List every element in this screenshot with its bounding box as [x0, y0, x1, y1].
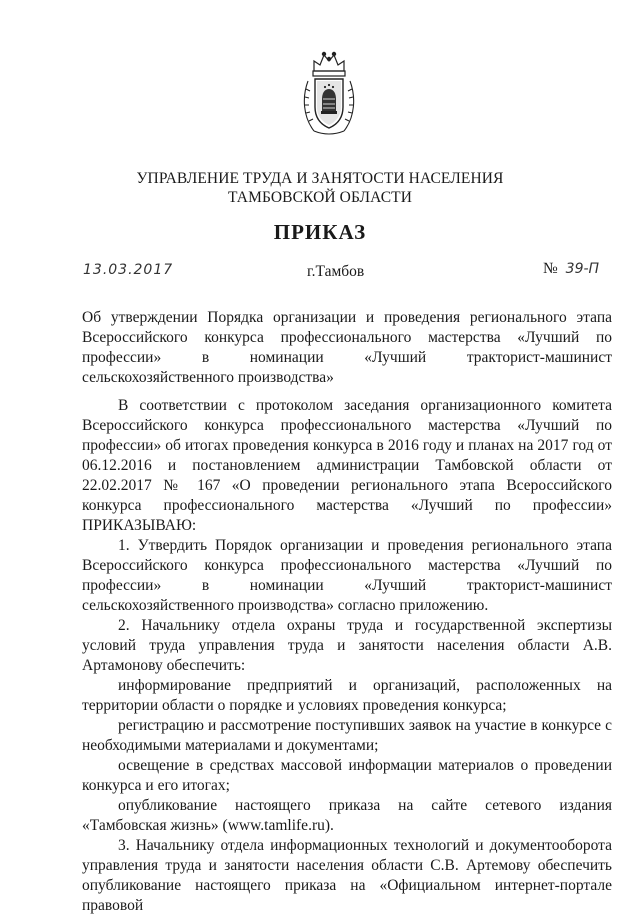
paragraph-item-2-a: информирование предприятий и организаций, расположенных на территории области о порядке и условиях проведения конкурса;: [82, 677, 612, 714]
organization-name-line2: ТАМБОВСКОЙ ОБЛАСТИ: [228, 189, 412, 206]
paragraph-item-1: 1. Утвердить Порядок организации и проведения регионального этапа Всероссийского конкурса профессионального мастерства «Лучший по профессии» в номинации «Лучший тракторист-машинист сельскохозяйственного производства» согласно приложению.: [82, 537, 612, 614]
paragraph-preamble: В соответствии с протоколом заседания организационного комитета Всероссийского конкурса профессионального мастерства «Лучший по профессии» об итогах проведения конкурса в 2016 году и планах на 2017 год от 06.12.2016 и постановлением администрации Тамбовской области от 22.02.2017 № 167 «О проведении регионального этапа Всероссийского конкурса профессионального мастерства «Лучший по профессии» ПРИКАЗЫВАЮ:: [82, 397, 612, 534]
document-number: [543, 260, 599, 278]
number-label: №: [543, 260, 558, 277]
subject-text: Об утверждении Порядка организации и проведения регионального этапа Всероссийского конкурса профессионального мастерства «Лучший по профессии» в номинации «Лучший тракторист-машинист сельскохозяйственного производства»: [82, 309, 612, 386]
organization-name-line1: УПРАВЛЕНИЕ ТРУДА И ЗАНЯТОСТИ НАСЕЛЕНИЯ: [136, 170, 504, 187]
paragraph-item-2-c: освещение в средствах массовой информации материалов о проведении конкурса и его итогах;: [82, 757, 612, 794]
paragraph-item-3: 3. Начальнику отдела информационных технологий и документооборота управления труда и занятости населения области С.В. Артемову обеспечить опубликование настоящего приказа на «Официальном интернет-портале правовой: [82, 837, 612, 914]
city: г.Тамбов: [307, 263, 365, 280]
coat-of-arms-icon: [300, 47, 358, 139]
document-type-title: ПРИКАЗ: [273, 220, 367, 244]
order-body: [82, 396, 612, 916]
paragraph-item-2: 2. Начальнику отдела охраны труда и государственной экспертизы условий труда управления труда и занятости населения области А.В. Артамонову обеспечить:: [82, 617, 612, 674]
handwritten-number: 39-П: [565, 261, 600, 277]
paragraph-item-2-b: регистрацию и рассмотрение поступивших заявок на участие в конкурсе с необходимыми материалами и документами;: [82, 717, 612, 754]
order-subject: [82, 308, 612, 388]
handwritten-date: 13.03.2017: [83, 262, 174, 278]
paragraph-item-2-d: опубликование настоящего приказа на сайте сетевого издания «Тамбовская жизнь» (www.tamlife.ru).: [82, 797, 612, 834]
